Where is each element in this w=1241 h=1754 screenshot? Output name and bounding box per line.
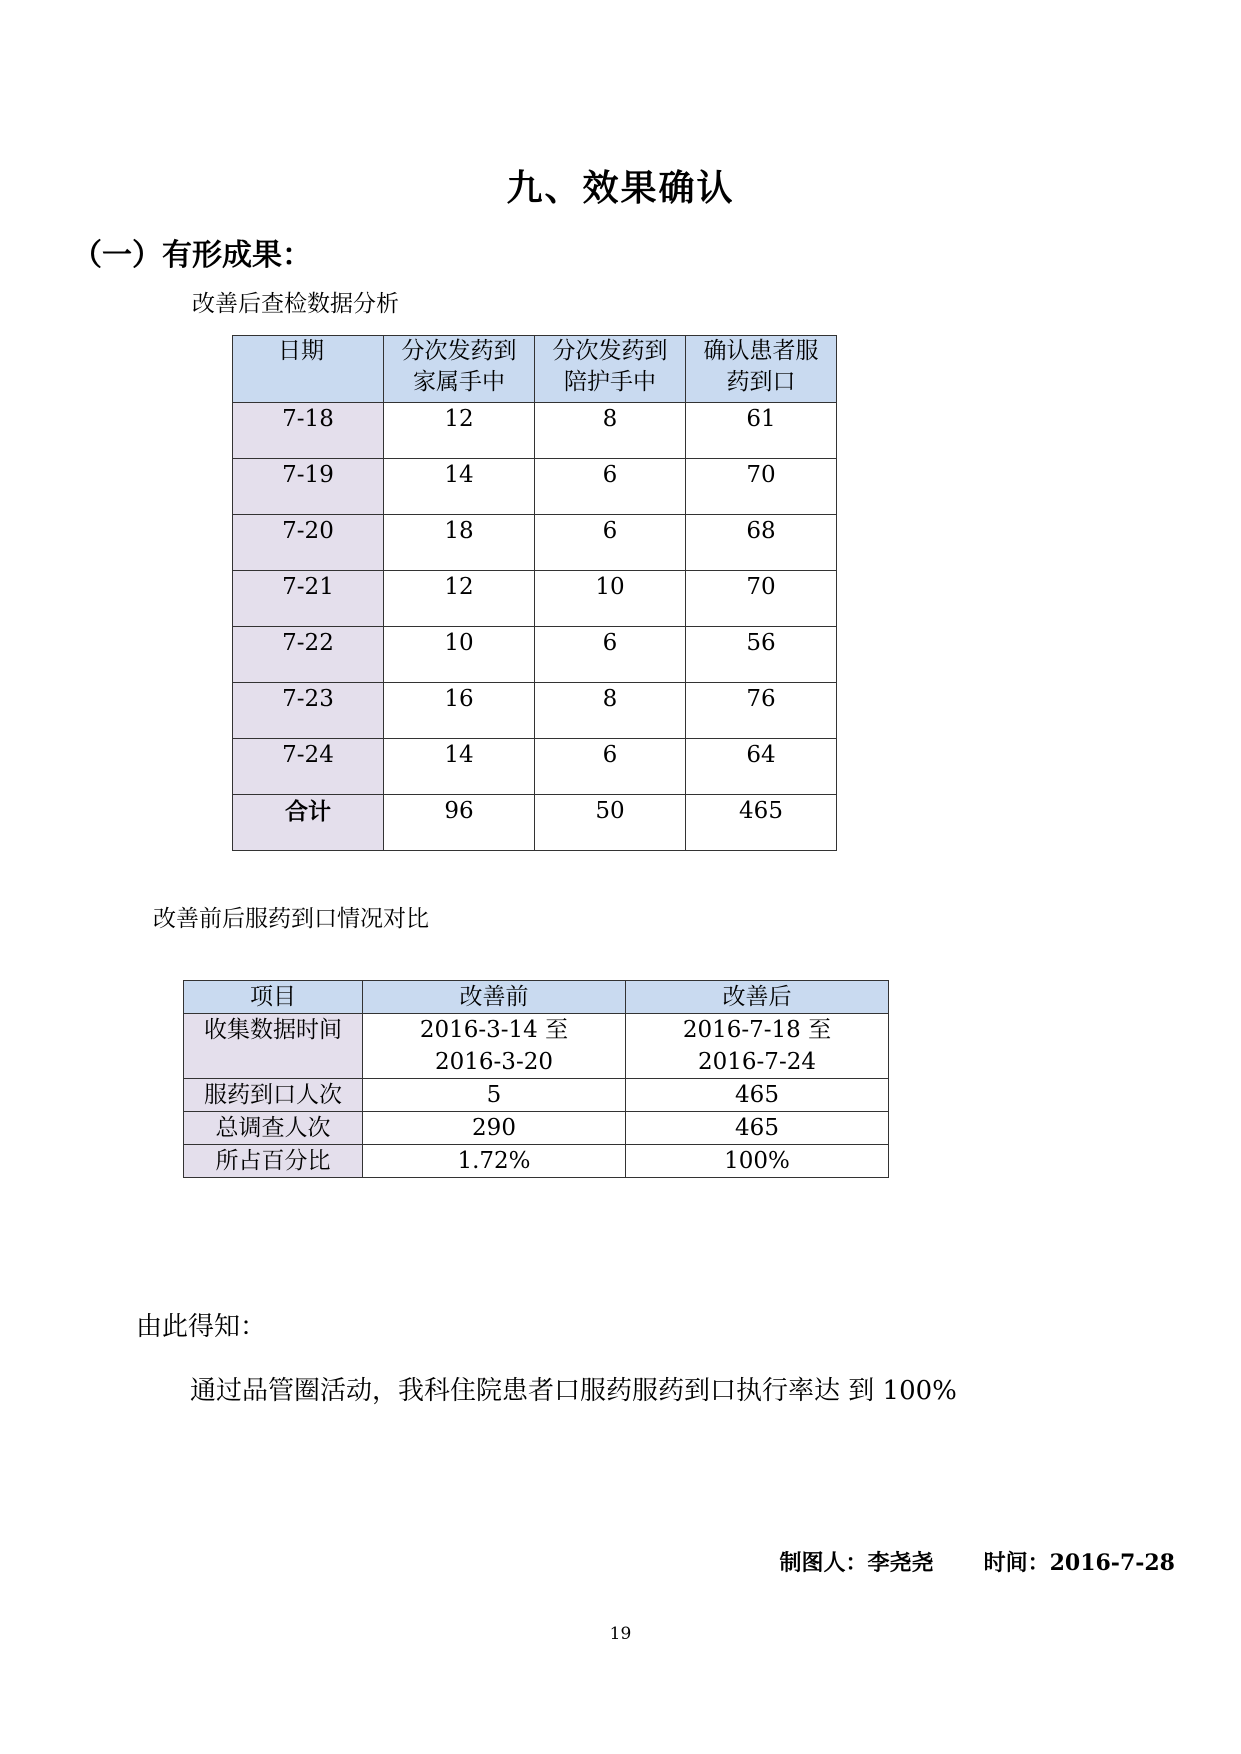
time-value: 2016-7-28: [1049, 1550, 1175, 1576]
value-cell: 6: [535, 459, 686, 515]
maker-name: 李尧尧: [867, 1550, 934, 1576]
value-cell: 56: [686, 627, 837, 683]
date-cell: 7-19: [233, 459, 384, 515]
value-cell: 2016-3-14 至 2016-3-20: [363, 1014, 626, 1079]
table1-caption: 改善后查检数据分析: [192, 291, 399, 317]
table-row: [233, 739, 837, 795]
table-row: [233, 795, 837, 851]
value-cell: 465: [626, 1112, 889, 1145]
header-confirmed: 确认患者服药到口: [703, 338, 819, 395]
value-cell: 12: [384, 403, 535, 459]
header-cell: [384, 336, 535, 403]
table-row: [233, 403, 837, 459]
header-date: 日期: [278, 338, 324, 364]
value-cell: 61: [686, 403, 837, 459]
value-cell: 2016-7-18 至 2016-7-24: [626, 1014, 889, 1079]
time-label: 时间：: [983, 1550, 1050, 1576]
page-number: 19: [609, 1624, 632, 1644]
table-row: [184, 1079, 889, 1112]
table-row: [233, 683, 837, 739]
table-row: [233, 515, 837, 571]
header-caregiver: 分次发药到陪护手中: [552, 338, 668, 395]
value-cell: 18: [384, 515, 535, 571]
header-cell: [535, 336, 686, 403]
date-cell: 7-20: [233, 515, 384, 571]
value-cell: 76: [686, 683, 837, 739]
value-cell: 14: [384, 739, 535, 795]
value-cell: 6: [535, 739, 686, 795]
value-cell: 8: [535, 683, 686, 739]
value-cell: 64: [686, 739, 837, 795]
value-cell: 50: [535, 795, 686, 851]
table-row: [184, 1014, 889, 1079]
date-cell: 7-23: [233, 683, 384, 739]
table-row: [233, 459, 837, 515]
value-cell: 12: [384, 571, 535, 627]
date-cell: 7-22: [233, 627, 384, 683]
table2-caption: 改善前后服药到口情况对比: [153, 906, 429, 932]
item-label-cell: 所占百分比: [184, 1145, 363, 1178]
value-cell: 100%: [626, 1145, 889, 1178]
value-cell: 10: [535, 571, 686, 627]
conclusion-label: 由此得知：: [136, 1312, 267, 1342]
value-cell: 465: [686, 795, 837, 851]
value-cell: 70: [686, 571, 837, 627]
header-item: 项目: [184, 981, 363, 1014]
table-header-row: [233, 336, 837, 403]
value-cell: 465: [626, 1079, 889, 1112]
page-title: 九、效果确认: [506, 167, 735, 209]
value-cell: 68: [686, 515, 837, 571]
comparison-table: [183, 980, 889, 1178]
maker-label: 制图人：: [779, 1550, 868, 1576]
table-row: [233, 627, 837, 683]
header-before: 改善前: [363, 981, 626, 1014]
credit-line: [780, 1546, 1175, 1577]
header-cell: [686, 336, 837, 403]
value-cell: 6: [535, 627, 686, 683]
value-cell: 8: [535, 403, 686, 459]
value-cell: 6: [535, 515, 686, 571]
value-cell: 16: [384, 683, 535, 739]
conclusion-text: 通过品管圈活动，我科住院患者口服药服药到口执行率达 到 100%: [190, 1376, 957, 1406]
value-cell: 5: [363, 1079, 626, 1112]
date-cell: 7-18: [233, 403, 384, 459]
header-family: 分次发药到家属手中: [401, 338, 517, 395]
table-row: [233, 571, 837, 627]
value-cell: 1.72%: [363, 1145, 626, 1178]
section-heading: （一）有形成果：: [72, 238, 312, 273]
value-cell: 96: [384, 795, 535, 851]
post-improvement-table: [232, 335, 837, 851]
table-header-row: [184, 981, 889, 1014]
value-cell: 290: [363, 1112, 626, 1145]
value-cell: 10: [384, 627, 535, 683]
table-row: [184, 1112, 889, 1145]
item-label-cell: 服药到口人次: [184, 1079, 363, 1112]
value-cell: 14: [384, 459, 535, 515]
header-cell: [233, 336, 384, 403]
date-cell: 合计: [233, 795, 384, 851]
table-row: [184, 1145, 889, 1178]
item-label-cell: 收集数据时间: [184, 1014, 363, 1079]
item-label-cell: 总调查人次: [184, 1112, 363, 1145]
header-after: 改善后: [626, 981, 889, 1014]
date-cell: 7-21: [233, 571, 384, 627]
value-cell: 70: [686, 459, 837, 515]
date-cell: 7-24: [233, 739, 384, 795]
